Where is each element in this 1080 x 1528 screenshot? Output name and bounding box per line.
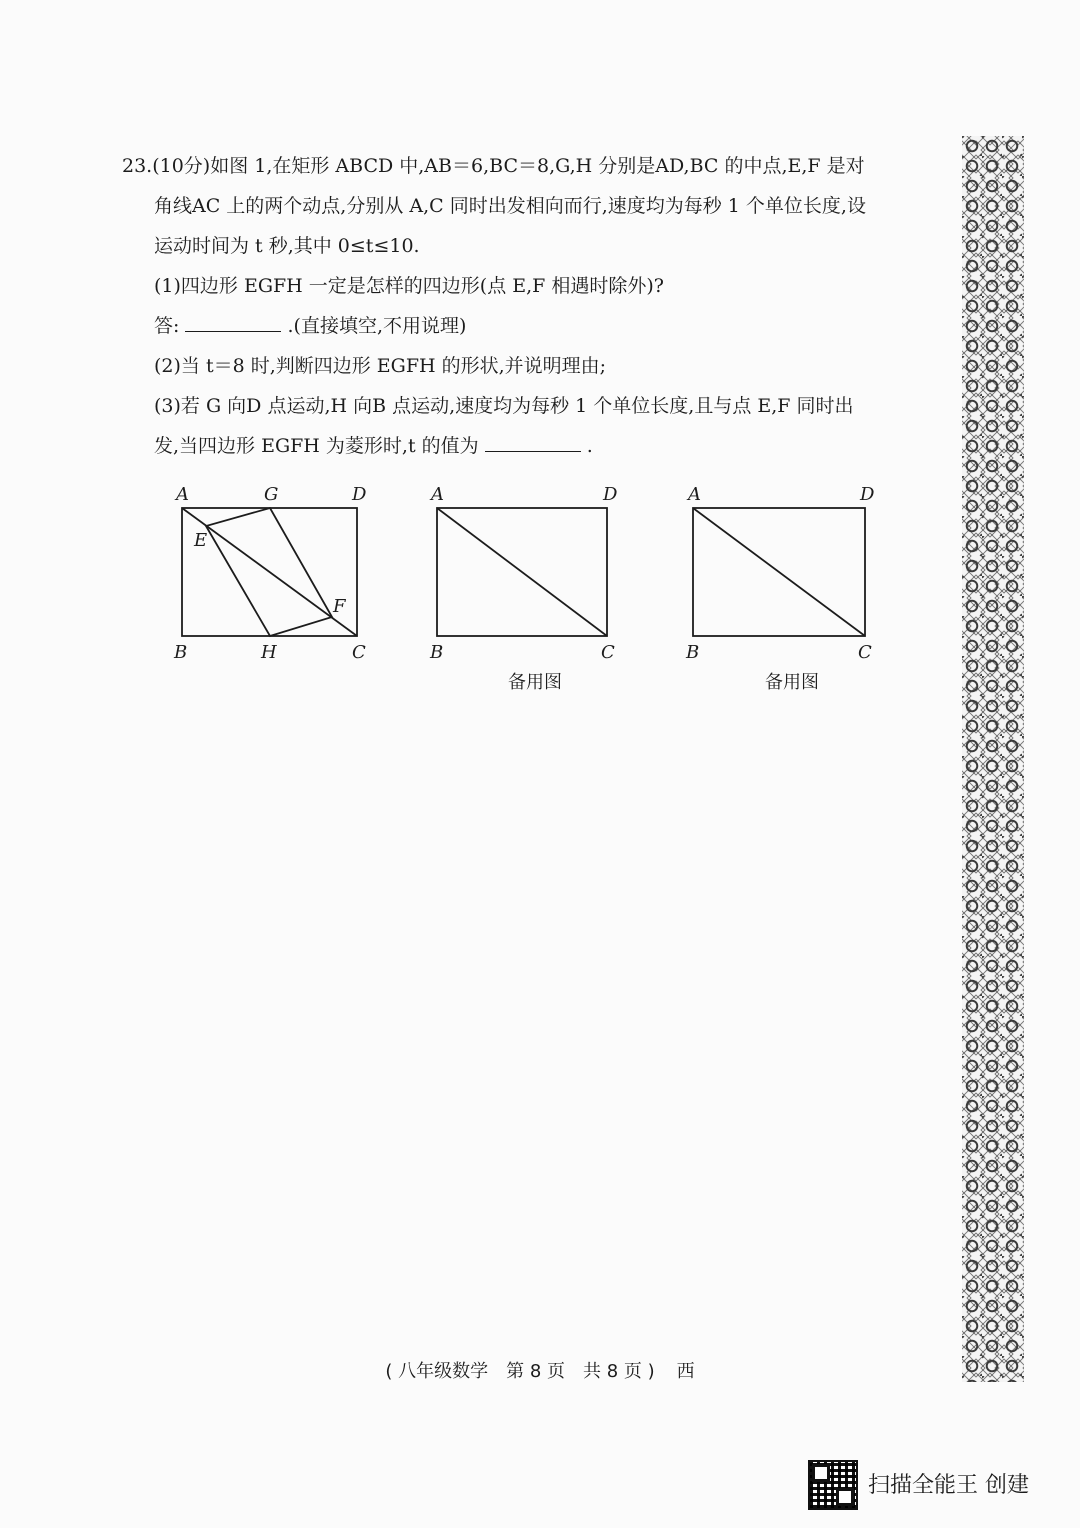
footer-text: ( 八年级数学 第 8 页 共 8 页 ) <box>385 1361 655 1382</box>
fig1-label-b: B <box>174 642 188 663</box>
fig3-label-b: B <box>686 642 700 663</box>
fig2-label-b: B <box>430 642 444 663</box>
footer-suffix: 西 <box>676 1361 695 1382</box>
qr-code-icon <box>808 1460 858 1510</box>
page-footer <box>0 1357 1080 1383</box>
fig3-label-a: A <box>688 484 701 505</box>
answer-blank-1[interactable] <box>185 307 281 332</box>
fig1-label-d: D <box>352 484 367 505</box>
fig1-label-a: A <box>176 484 189 505</box>
fig3-diagonal-ac <box>693 508 865 636</box>
scanner-label: 扫描全能王 创建 <box>868 1473 1029 1498</box>
figures-svg <box>160 478 920 708</box>
answer-suffix: .(直接填空,不用说理) <box>287 315 467 337</box>
part-3-line-1: (3)若 G 向D 点运动,H 向B 点运动,速度均为每秒 1 个单位长度,且与点 E,F 同时出 <box>154 395 854 417</box>
fig2-label-c: C <box>601 642 615 663</box>
fig1-label-f: F <box>333 596 346 617</box>
figure-2 <box>437 508 607 636</box>
question-line-1: 23.(10分)如图 1,在矩形 ABCD 中,AB＝6,BC＝8,G,H 分别是AD,BC 的中点,E,F 是对 <box>122 155 865 177</box>
question-line-3: 运动时间为 t 秒,其中 0≤t≤10. <box>154 235 420 257</box>
fig1-label-e: E <box>194 530 208 551</box>
question-23 <box>122 146 922 466</box>
fig1-label-c: C <box>352 642 366 663</box>
decorative-binding-border <box>962 136 1024 1382</box>
part-3-suffix: . <box>586 435 593 457</box>
scanner-watermark <box>808 1460 1058 1512</box>
fig1-label-h: H <box>261 642 277 663</box>
part-3-prefix: 发,当四边形 EGFH 为菱形时,t 的值为 <box>154 435 479 457</box>
figures-row <box>160 478 920 708</box>
fig2-caption: 备用图 <box>508 672 562 693</box>
part-1: (1)四边形 EGFH 一定是怎样的四边形(点 E,F 相遇时除外)? <box>154 275 664 297</box>
answer-blank-2[interactable] <box>485 427 581 452</box>
answer-line <box>122 306 922 346</box>
part-3-line-2 <box>122 426 922 466</box>
question-line-2: 角线AC 上的两个动点,分别从 A,C 同时出发相向而行,速度均为每秒 1 个单位长度,设 <box>154 195 866 217</box>
fig3-label-d: D <box>860 484 875 505</box>
part-2: (2)当 t＝8 时,判断四边形 EGFH 的形状,并说明理由; <box>154 355 607 377</box>
fig2-label-d: D <box>603 484 618 505</box>
fig1-label-g: G <box>264 484 279 505</box>
answer-prefix: 答: <box>154 315 180 337</box>
figure-3 <box>693 508 865 636</box>
fig3-label-c: C <box>858 642 872 663</box>
fig3-caption: 备用图 <box>765 672 819 693</box>
fig2-diagonal-ac <box>437 508 607 636</box>
fig2-label-a: A <box>431 484 444 505</box>
figure-1 <box>182 508 357 636</box>
